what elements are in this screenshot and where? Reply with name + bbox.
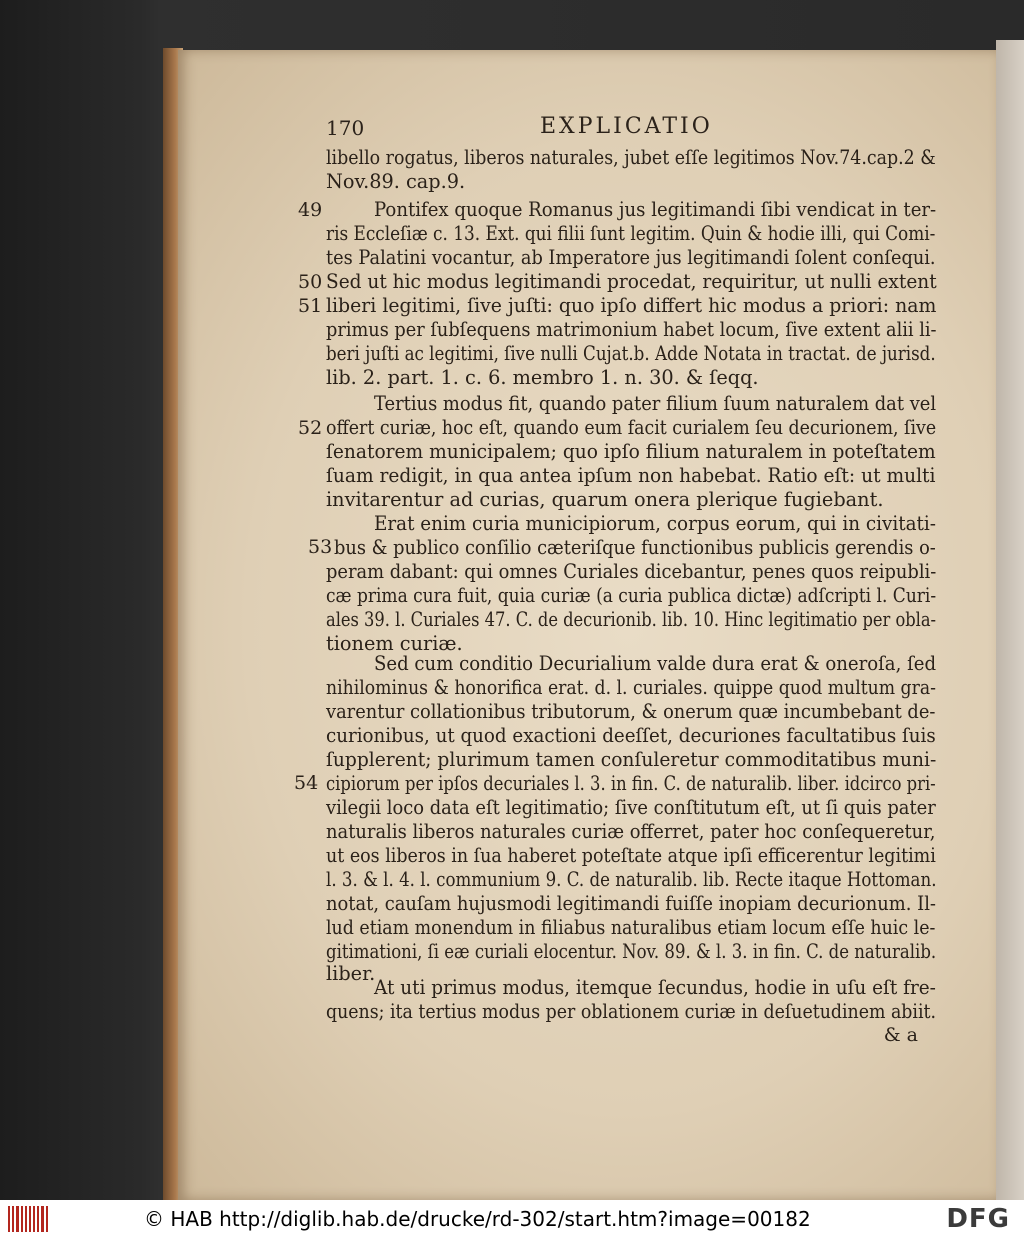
text-line: varentur collationibus tributorum, & onerum quæ incumbebant de- xyxy=(326,700,936,723)
text-line: ſupplerent; plurimum tamen conſuleretur commoditatibus muni- xyxy=(326,748,937,771)
text-line: lud etiam monendum in filiabus naturalibus etiam locum eſſe huic le- xyxy=(326,916,936,939)
text-line: liberi legitimi, ſive juſti: quo ipſo differt hic modus a priori: nam xyxy=(326,294,937,317)
text-line: lib. 2. part. 1. c. 6. membro 1. n. 30. & ſeqq. xyxy=(326,366,759,389)
text-line: tionem curiæ. xyxy=(326,632,463,655)
text-line: cipiorum per ipſos decuriales l. 3. in fin. C. de naturalib. liber. idcirco pri- xyxy=(326,772,936,795)
text-line: beri juſti ac legitimi, ſive nulli Cujat.b. Adde Notata in tractat. de jurisd. xyxy=(326,342,936,365)
text-line: Sed ut hic modus legitimandi procedat, requiritur, ut nulli extent xyxy=(326,270,937,293)
margin-number: 53 xyxy=(308,536,333,558)
text-line: ris Eccleſiæ c. 13. Ext. qui filii ſunt legitim. Quin & hodie illi, qui Comi- xyxy=(326,222,936,245)
text-line: naturalis liberos naturales curiæ offerret, pater hoc conſequeretur, xyxy=(326,820,936,843)
text-line: cæ prima cura fuit, quia curiæ (a curia publica dictæ) adſcripti l. Curi- xyxy=(326,584,937,607)
text-line: peram dabant: qui omnes Curiales dicebantur, penes quos reipubli- xyxy=(326,560,937,583)
margin-number: 52 xyxy=(298,417,323,439)
text-line: Sed cum conditio Decurialium valde dura erat & oneroſa, ſed xyxy=(374,652,937,675)
text-line: Tertius modus fit, quando pater filium ſuum naturalem dat vel xyxy=(374,392,937,415)
hab-barcode-icon xyxy=(8,1206,48,1232)
facing-page-edge xyxy=(996,40,1024,1200)
text-line: bus & publico conſilio cæteriſque functionibus publicis gerendis o- xyxy=(334,536,936,559)
text-line: invitarentur ad curias, quarum onera plerique fugiebant. xyxy=(326,488,884,511)
text-line: quens; ita tertius modus per oblationem curiæ in deſuetudinem abiit. xyxy=(326,1000,937,1023)
text-line: ut eos liberos in ſua haberet poteſtate atque ipſi efficerentur legitimi xyxy=(326,844,936,867)
text-line: gitimationi, ſi eæ curiali elocentur. Nov. 89. & l. 3. in fin. C. de naturalib. xyxy=(326,940,937,963)
dfg-logo: DFG xyxy=(946,1204,1010,1234)
text-line: notat, cauſam hujusmodi legitimandi fuiſſe inopiam decurionum. Il- xyxy=(326,892,936,915)
page-number: 170 xyxy=(326,116,365,140)
text-line: vilegii loco data eſt legitimatio; ſive conſtitutum eſt, ut ſi quis pater xyxy=(326,796,936,819)
text-line: Erat enim curia municipiorum, corpus eorum, qui in civitati- xyxy=(374,512,936,535)
margin-number: 50 xyxy=(298,271,323,293)
copyright-link[interactable]: © HAB http://diglib.hab.de/drucke/rd-302/start.htm?image=00182 xyxy=(144,1207,811,1231)
text-line: ſuam redigit, in qua antea ipſum non habebat. Ratio eſt: ut multi xyxy=(326,464,936,487)
text-line: liber. xyxy=(326,962,376,985)
text-line: libello rogatus, liberos naturales, jubet eſſe legitimos Nov.74.cap.2 & xyxy=(326,146,936,169)
text-line: tes Palatini vocantur, ab Imperatore jus legitimandi ſolent conſequi. xyxy=(326,246,936,269)
text-line: offert curiæ, hoc eſt, quando eum facit curialem ſeu decurionem, ſive xyxy=(326,416,937,439)
text-line: ales 39. l. Curiales 47. C. de decurionib. lib. 10. Hinc legitimatio per obla- xyxy=(326,608,937,631)
catchword: & a xyxy=(883,1024,918,1046)
text-line: At uti primus modus, itemque ſecundus, hodie in uſu eſt fre- xyxy=(374,976,936,999)
text-line: ſenatorem municipalem; quo ipſo filium naturalem in poteſtatem xyxy=(326,440,936,463)
viewer-footer xyxy=(0,1200,1024,1238)
text-line: l. 3. & l. 4. l. communium 9. C. de naturalib. lib. Recte itaque Hottoman. xyxy=(326,868,937,891)
text-line: curionibus, ut quod exactioni deeſſet, decuriones facultatibus ſuis xyxy=(326,724,936,747)
margin-number: 54 xyxy=(294,772,319,794)
text-line: nihilominus & honorifica erat. d. l. curiales. quippe quod multum gra- xyxy=(326,676,936,699)
text-line: Pontifex quoque Romanus jus legitimandi ſibi vendicat in ter- xyxy=(374,198,937,221)
margin-number: 51 xyxy=(298,295,323,317)
text-line: Nov.89. cap.9. xyxy=(326,170,466,193)
book-page xyxy=(178,50,996,1200)
text-line: primus per ſubſequens matrimonium habet locum, ſive extent alii li- xyxy=(326,318,937,341)
margin-number: 49 xyxy=(298,199,323,221)
running-head: EXPLICATIO xyxy=(540,114,713,139)
